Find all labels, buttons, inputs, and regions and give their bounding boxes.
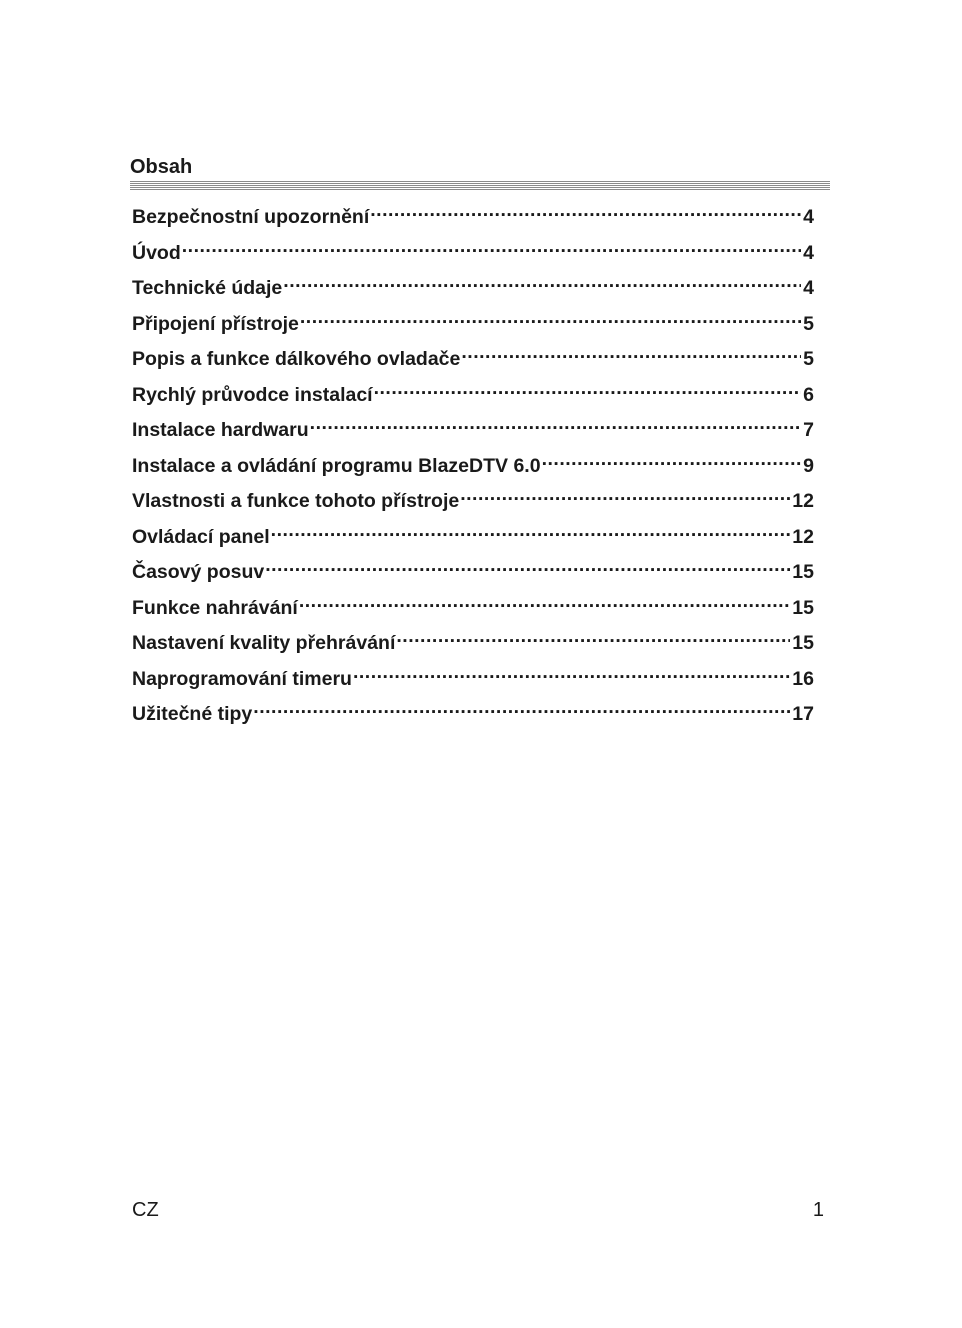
toc-entry[interactable] xyxy=(132,451,814,487)
toc-entry-page: 4 xyxy=(803,241,814,264)
toc-entry[interactable] xyxy=(132,273,814,309)
page-title: Obsah xyxy=(130,156,193,178)
toc-entry[interactable] xyxy=(132,593,814,629)
toc-entry[interactable] xyxy=(132,486,814,522)
toc-dot-leader xyxy=(299,594,790,614)
toc-entry-title: Nastavení kvality přehrávání xyxy=(132,632,396,654)
toc-entry-title: Instalace a ovládání programu BlazeDTV 6.0 xyxy=(132,454,541,477)
footer-language-code: CZ xyxy=(132,1199,159,1221)
toc-entry-page: 15 xyxy=(792,596,814,619)
toc-dot-leader xyxy=(353,665,790,685)
toc-entry-title: Ovládací panel xyxy=(132,525,270,548)
toc-entry[interactable] xyxy=(132,344,814,380)
toc-dot-leader xyxy=(461,346,801,366)
toc-entry-title: Připojení přístroje xyxy=(132,312,299,335)
toc-entry[interactable] xyxy=(132,557,814,593)
toc-entry[interactable] xyxy=(132,415,814,451)
toc-entry[interactable] xyxy=(132,628,814,664)
toc-dot-leader xyxy=(396,630,790,650)
toc-entry-title: Bezpečnostní upozornění xyxy=(132,206,370,228)
toc-entry-page: 4 xyxy=(803,277,814,299)
toc-dot-leader xyxy=(370,204,801,224)
toc-entry-page: 12 xyxy=(792,525,814,548)
toc-dot-leader xyxy=(300,310,801,330)
toc-entry[interactable] xyxy=(132,664,814,700)
toc-entry-title: Technické údaje xyxy=(132,277,283,299)
table-of-contents xyxy=(132,202,814,735)
toc-entry-title: Popis a funkce dálkového ovladače xyxy=(132,348,461,370)
toc-entry-page: 12 xyxy=(792,490,814,512)
toc-dot-leader xyxy=(460,488,790,508)
toc-dot-leader xyxy=(310,417,801,437)
toc-entry-title: Rychlý průvodce instalací xyxy=(132,383,373,406)
toc-entry-page: 5 xyxy=(803,312,814,335)
toc-entry[interactable] xyxy=(132,202,814,238)
toc-entry-title: Úvod xyxy=(132,241,181,264)
toc-entry[interactable] xyxy=(132,309,814,345)
toc-entry-page: 15 xyxy=(792,561,814,583)
toc-entry-page: 9 xyxy=(803,454,814,477)
toc-entry-page: 15 xyxy=(792,632,814,654)
toc-entry[interactable] xyxy=(132,522,814,558)
toc-entry-page: 4 xyxy=(803,206,814,228)
footer-page-number: 1 xyxy=(812,1199,824,1221)
toc-entry[interactable] xyxy=(132,699,814,735)
toc-dot-leader xyxy=(271,523,791,543)
toc-entry[interactable] xyxy=(132,238,814,274)
toc-entry-page: 17 xyxy=(792,703,814,725)
toc-dot-leader xyxy=(182,239,801,259)
toc-entry-title: Instalace hardwaru xyxy=(132,419,309,441)
toc-entry-title: Užitečné tipy xyxy=(132,703,253,725)
toc-entry-title: Vlastnosti a funkce tohoto přístroje xyxy=(132,490,460,512)
toc-dot-leader xyxy=(283,275,801,295)
toc-dot-leader xyxy=(265,559,790,579)
heading-divider xyxy=(130,181,830,190)
toc-dot-leader xyxy=(253,701,790,721)
toc-entry-page: 16 xyxy=(792,667,814,690)
toc-dot-leader xyxy=(374,381,802,401)
toc-dot-leader xyxy=(542,452,802,472)
toc-entry-page: 7 xyxy=(803,419,814,441)
toc-entry-page: 6 xyxy=(803,383,814,406)
toc-entry-page: 5 xyxy=(803,348,814,370)
toc-entry-title: Časový posuv xyxy=(132,561,265,583)
toc-entry-title: Funkce nahrávání xyxy=(132,596,298,619)
toc-entry-title: Naprogramování timeru xyxy=(132,667,352,690)
toc-entry[interactable] xyxy=(132,380,814,416)
